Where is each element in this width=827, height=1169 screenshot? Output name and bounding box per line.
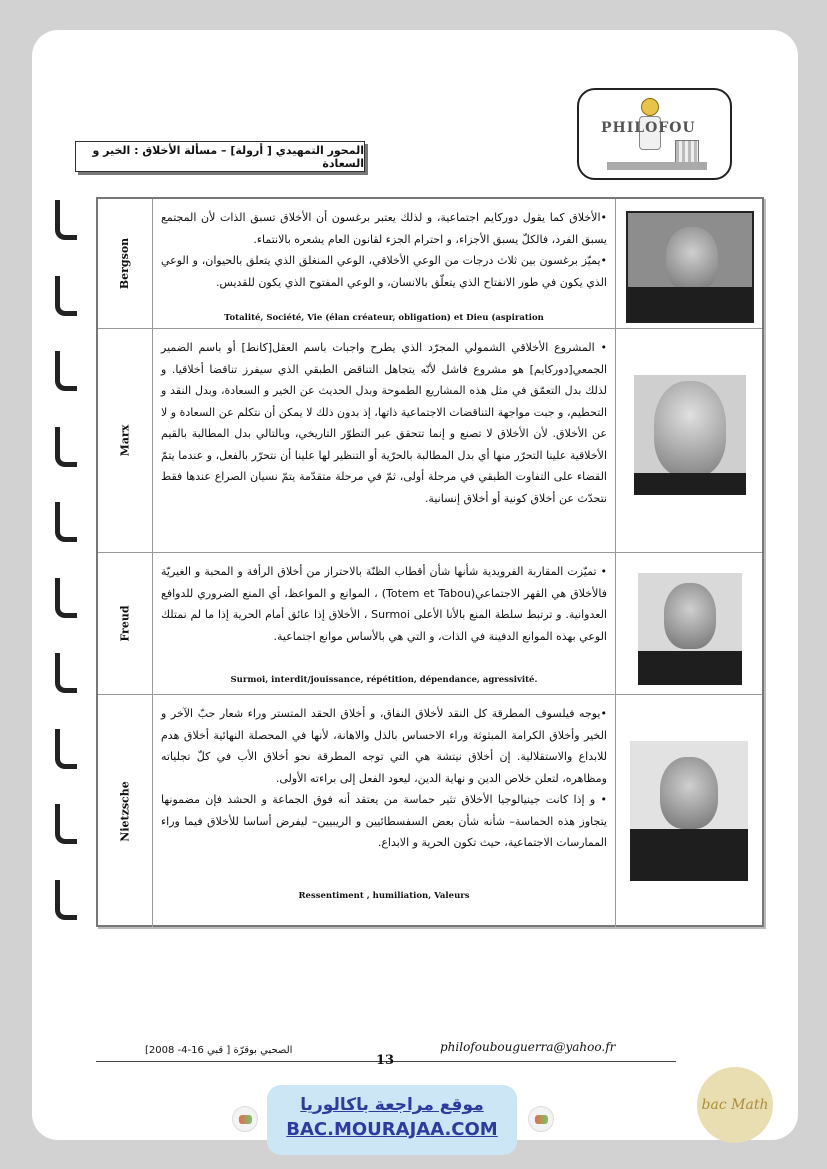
philosopher-name: Nietzsche	[118, 780, 132, 842]
row-text	[153, 329, 615, 552]
marx-portrait	[634, 375, 746, 495]
keywords: Ressentiment , humiliation, Valeurs	[298, 891, 470, 901]
site-logo-icon	[528, 1106, 554, 1132]
table-row-nietzsche	[98, 695, 762, 927]
site-banner[interactable]	[267, 1085, 517, 1155]
side-decoration	[50, 200, 82, 920]
freud-portrait	[638, 573, 742, 685]
logo-text: PHILOFOU	[601, 120, 696, 136]
philosopher-name: Freud	[118, 605, 132, 642]
table-row-freud	[98, 553, 762, 695]
bac-math-badge: bac Math	[697, 1067, 773, 1143]
philosopher-name: Marx	[118, 424, 132, 457]
keywords: Surmoi, interdit/jouissance, répétition, dépendance, agressivité.	[230, 675, 538, 685]
footer-author: الصحبي بوقرّة [ قبي 16-4- 2008]	[145, 1045, 293, 1056]
keywords: Totalité, Société, Vie (élan créateur, obligation) et Dieu (aspiration	[224, 313, 544, 323]
bergson-portrait	[626, 211, 754, 323]
table-row-bergson	[98, 199, 762, 329]
row-text	[153, 553, 615, 694]
paragraph: • و إذا كانت جينيالوجيا الأخلاق تثير حماسة من يعتقد أنه فوق الجماعة و الحشد فإن مضمونها يتجاوز هذه الحماسة– شأنه شأن بعض السفسطائيين و الريبيين– ليفرض أساسا للأخلاق فيما وراء الممارسات الاجتماعية، حيث تكون الحرية و الابداع.	[161, 793, 607, 849]
banner-url[interactable]: BAC.MOURAJAA.COM	[286, 1119, 498, 1140]
paragraph: •يوجه فيلسوف المطرقة كل النقد لأخلاق النفاق، و أخلاق الحقد المتستر وراء شعار حبّ الآخر و الخير وأخلاق الكرامة المبثوثة وراء الاحساس بالذل والاهانة، لأنها في المحصلة النهائية أخلاق هدم للابداع والاستقلالية. إن أخلاق نيتشة هي التي توجه المطرقة نحو أخلاق الأب في كلّ تجلياته ومظاهره، لتعلن خلاص الدين و نهاية الدين، ليعود الفعل إلى براءته الأولى.	[161, 707, 607, 785]
nietzsche-portrait	[630, 741, 748, 881]
thinker-head-icon	[641, 98, 659, 116]
philosophers-table	[96, 197, 764, 927]
row-text	[153, 199, 615, 328]
paragraph: • تميّزت المقاربة الفرويدية شأنها شأن أقطاب الظنّة بالاحتراز من أخلاق الرأفة و المحبة و الغيريّة فالأخلاق هي القهر الاجتماعي(Totem et Tabou) ، الموانع و المواعظ، أي المنع الضروري للدوافع العدوانية. و ترتبط سلطة المنع بالأنا الأعلى Surmoi ، الأخلاق إذا عائق أمام الحرية إذا ما لم نمتلك الوعي بهذه الموانع الدفينة في الذات، و التي هي بالأساس موانع اجتماعية.	[161, 565, 607, 643]
footer-email: philofoubouguerra@yahoo.fr	[440, 1040, 616, 1054]
philofou-logo	[577, 88, 732, 180]
table-row-marx	[98, 329, 762, 553]
paragraph: •الأخلاق كما يقول دوركايم اجتماعية، و لذلك يعتبر برغسون أن الأخلاق تسبق الذات لأن المجتمع يسبق الفرد، فالكلّ يسبق الأجزاء، و احترام الجزء لقانون العام يشعره بالانتماء.	[161, 211, 607, 246]
pedestal-icon	[607, 162, 707, 170]
site-logo-icon	[232, 1106, 258, 1132]
section-title: المحور التمهيدي [ أرولة] – مسألة الأخلاق : الخير و السعادة	[75, 141, 365, 172]
paragraph: •يميّز برغسون بين ثلاث درجات من الوعي الأخلاقي، الوعي المنغلق الذي يتعلق بالحيوان، و الوعي الذي يكون في طور الانفتاح الذي يتعلّق بالانسان، و الوعي المفتوح الذي يكون للقديس.	[161, 254, 607, 289]
banner-arabic[interactable]: موقع مراجعة باكالوريا	[300, 1095, 484, 1115]
page-number: 13	[376, 1053, 395, 1068]
paragraph: • المشروع الأخلاقي الشمولي المجرّد الذي يطرح واجبات باسم العقل[كانط] أو باسم الضمير الجمعي[دوركايم] هو مشروع فاشل لأنّه يتجاهل التناقض الطبقي الذي سيفرز تناقضا أخلاقيا. و لذلك بدل التعمّق في مثل هذه المشاريع الطموحة وبدل الحديث عن الخير و السعادة، وبدل النقد و التحطيم، و جبت مواجهة التناقضات الاجتماعية ذاتها، إذ بدون ذلك لا يمكن أن نتكلم عن السعادة و لا عن الأخلاق. لأن الأخلاق لا تصنع و إنما تتحقق عبر التطوّر التاريخي، وبالتالي بدل المطالبة بالقيم الأخلاقية علينا التحرّر منها أي بدل المطالبة بالحرّية أو التنظير لها علينا أن نتحرّر بالفعل، و عندما يتمّ القضاء على التفاوت الطبقي في مرحلة أولى، ثمّ في مرحلة متقدّمة يتمّ نسيان الصراع عندها فقط نتحدّث عن أخلاق كونية أو أخلاق إنسانية.	[161, 341, 607, 505]
philosopher-name: Bergson	[118, 237, 132, 290]
